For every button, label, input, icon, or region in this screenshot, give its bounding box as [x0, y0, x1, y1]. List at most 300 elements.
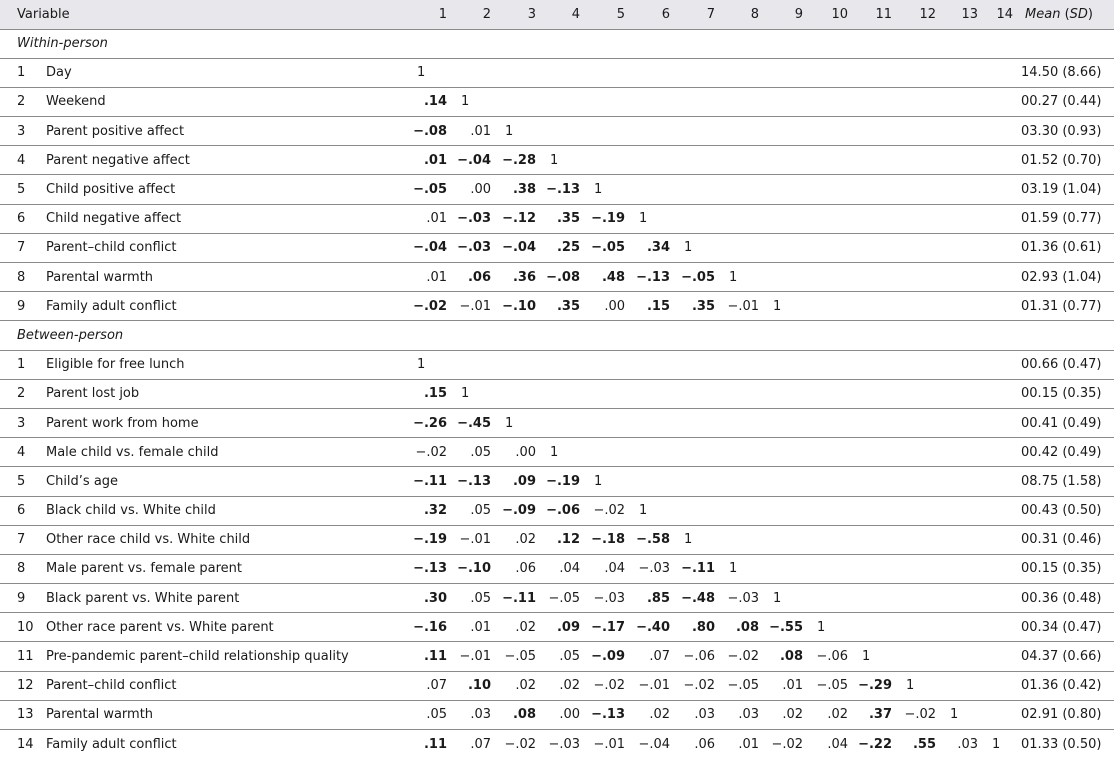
empty-cell [848, 58, 892, 87]
empty-cell [978, 408, 1013, 437]
table-row [0, 204, 1114, 233]
empty-cell [848, 263, 892, 292]
row-number: 8 [17, 561, 26, 577]
correlation-value: −.48 [681, 590, 716, 606]
correlation-value: −.11 [502, 590, 537, 606]
correlation-value: .01 [426, 269, 448, 285]
variable-name: Family adult conflict [46, 736, 177, 752]
correlation-value: .01 [782, 678, 804, 694]
correlation-value: .15 [423, 386, 448, 402]
empty-cell [759, 467, 803, 496]
mean-sd-value: 00.41 (0.49) [1021, 415, 1102, 431]
correlation-value: −.05 [591, 240, 626, 256]
correlation-value: .05 [470, 444, 492, 460]
empty-cell [580, 379, 625, 408]
correlation-value: .34 [646, 240, 671, 256]
row-number: 12 [17, 678, 34, 694]
empty-cell [625, 467, 670, 496]
mean-sd-value: 00.15 (0.35) [1021, 561, 1102, 577]
empty-cell [936, 496, 978, 525]
correlation-value: .04 [559, 561, 581, 577]
empty-cell [759, 379, 803, 408]
empty-cell [803, 554, 848, 583]
correlation-value: 1 [773, 590, 782, 606]
correlation-value: .09 [556, 619, 581, 635]
table-row [0, 467, 1114, 496]
empty-cell [580, 146, 625, 175]
empty-cell [848, 175, 892, 204]
empty-cell [978, 438, 1013, 467]
table-row [0, 438, 1114, 467]
correlation-value: −.05 [548, 590, 581, 606]
empty-cell [936, 467, 978, 496]
empty-cell [848, 117, 892, 146]
table-row [0, 584, 1114, 613]
row-number: 7 [17, 240, 26, 256]
correlation-value: −.02 [771, 736, 804, 752]
mean-sd-value: 00.42 (0.49) [1021, 444, 1102, 460]
correlation-value: .07 [470, 736, 492, 752]
row-number: 7 [17, 532, 26, 548]
empty-cell [892, 554, 936, 583]
correlation-value: .09 [512, 473, 537, 489]
empty-cell [978, 700, 1013, 729]
variable-name: Black parent vs. White parent [46, 590, 240, 606]
empty-cell [803, 292, 848, 321]
variable-name: Child’s age [46, 473, 119, 489]
empty-cell [580, 350, 625, 379]
empty-cell [670, 350, 715, 379]
correlation-value: 1 [729, 561, 738, 577]
correlation-value: .07 [649, 649, 671, 665]
empty-cell [892, 438, 936, 467]
empty-cell [625, 175, 670, 204]
correlation-value: .02 [515, 619, 537, 635]
empty-cell [848, 204, 892, 233]
empty-cell [759, 117, 803, 146]
correlation-value: −.04 [502, 240, 537, 256]
correlation-value: −.03 [727, 590, 760, 606]
correlation-value: 1 [417, 65, 426, 81]
empty-cell [670, 438, 715, 467]
table-row [0, 554, 1114, 583]
variable-name: Family adult conflict [46, 298, 177, 314]
empty-cell [759, 263, 803, 292]
empty-cell [625, 87, 670, 116]
empty-cell [759, 496, 803, 525]
variable-name: Other race child vs. White child [46, 532, 251, 548]
empty-cell [715, 467, 759, 496]
row-number: 5 [17, 182, 26, 198]
correlation-value: −.09 [591, 649, 626, 665]
empty-cell [536, 58, 580, 87]
empty-cell [848, 496, 892, 525]
correlation-value: .85 [646, 590, 671, 606]
empty-cell [491, 58, 536, 87]
correlation-value: .01 [470, 619, 492, 635]
correlation-value: −.06 [683, 649, 716, 665]
empty-cell [848, 613, 892, 642]
table-row [0, 379, 1114, 408]
correlation-value: −.10 [457, 561, 492, 577]
correlation-value: −.05 [816, 678, 849, 694]
correlation-value: .80 [691, 619, 716, 635]
correlation-value: 1 [639, 211, 648, 227]
empty-cell [978, 233, 1013, 262]
empty-cell [670, 175, 715, 204]
correlation-value: −.01 [459, 532, 492, 548]
correlation-value: .03 [738, 707, 760, 723]
correlation-value: .03 [957, 736, 979, 752]
correlation-value: .08 [779, 649, 804, 665]
empty-cell [936, 438, 978, 467]
empty-cell [803, 408, 848, 437]
empty-cell [759, 146, 803, 175]
col-header: 11 [875, 6, 893, 22]
correlation-value: −.11 [681, 561, 716, 577]
table-row [0, 263, 1114, 292]
empty-cell [715, 117, 759, 146]
correlation-value: .38 [512, 182, 537, 198]
correlation-value: 1 [417, 357, 426, 373]
mean-sd-value: 14.50 (8.66) [1021, 65, 1102, 81]
empty-cell [803, 117, 848, 146]
correlation-value: −.40 [636, 619, 671, 635]
empty-cell [670, 496, 715, 525]
empty-cell [892, 642, 936, 671]
correlation-value: 1 [594, 473, 603, 489]
correlation-value: −.10 [502, 298, 537, 314]
empty-cell [625, 58, 670, 87]
correlation-value: .00 [515, 444, 537, 460]
empty-cell [580, 117, 625, 146]
empty-cell [536, 350, 580, 379]
row-number: 13 [17, 707, 34, 723]
col-header: 3 [527, 6, 537, 22]
empty-cell [580, 438, 625, 467]
empty-cell [848, 525, 892, 554]
correlation-value: .06 [515, 561, 537, 577]
empty-cell [803, 204, 848, 233]
table-row [0, 496, 1114, 525]
empty-cell [715, 525, 759, 554]
variable-name: Parent positive affect [46, 123, 185, 139]
empty-cell [715, 204, 759, 233]
empty-cell [670, 204, 715, 233]
correlation-value: 1 [505, 415, 514, 431]
correlation-value: −.06 [546, 503, 581, 519]
row-number: 6 [17, 211, 26, 227]
row-number: 6 [17, 503, 26, 519]
empty-cell [892, 204, 936, 233]
correlation-value: 1 [594, 182, 603, 198]
empty-cell [759, 350, 803, 379]
empty-cell [670, 87, 715, 116]
correlation-value: −.13 [413, 561, 448, 577]
correlation-value: −.01 [459, 298, 492, 314]
correlation-value: −.02 [593, 503, 626, 519]
correlation-value: .01 [470, 123, 492, 139]
correlation-value: .04 [604, 561, 626, 577]
mean-sd-value: 01.36 (0.61) [1021, 240, 1102, 256]
correlation-value: −.11 [413, 473, 448, 489]
col-header: 6 [661, 6, 671, 22]
variable-name: Parental warmth [46, 269, 154, 285]
row-number: 1 [17, 357, 26, 373]
correlation-value: −.02 [683, 678, 716, 694]
correlation-value: .14 [423, 94, 448, 110]
row-number: 9 [17, 590, 26, 606]
empty-cell [978, 292, 1013, 321]
correlation-value: .05 [470, 590, 492, 606]
mean-sd-value: 08.75 (1.58) [1021, 473, 1102, 489]
correlation-value: 1 [639, 503, 648, 519]
row-number: 1 [17, 65, 26, 81]
correlation-value: .00 [604, 298, 626, 314]
correlation-value: .01 [423, 152, 448, 168]
correlation-value: −.02 [504, 736, 537, 752]
empty-cell [715, 233, 759, 262]
empty-cell [978, 496, 1013, 525]
table-row [0, 700, 1114, 729]
empty-cell [936, 408, 978, 437]
correlation-value: −.16 [413, 619, 448, 635]
empty-cell [892, 292, 936, 321]
empty-cell [848, 233, 892, 262]
empty-cell [936, 292, 978, 321]
correlation-value: −.19 [546, 473, 581, 489]
correlation-value: −.01 [638, 678, 671, 694]
empty-cell [892, 467, 936, 496]
correlation-value: −.02 [727, 649, 760, 665]
correlation-value: .32 [423, 503, 448, 519]
empty-cell [978, 87, 1013, 116]
empty-cell [892, 146, 936, 175]
empty-cell [759, 554, 803, 583]
table-row [0, 175, 1114, 204]
empty-cell [580, 87, 625, 116]
empty-cell [759, 408, 803, 437]
correlation-value: 1 [684, 240, 693, 256]
correlation-value: 1 [550, 444, 559, 460]
correlation-value: −.19 [591, 211, 626, 227]
table-row [0, 146, 1114, 175]
empty-cell [491, 87, 536, 116]
correlation-value: .35 [556, 211, 581, 227]
empty-cell [936, 117, 978, 146]
correlation-value: .37 [868, 707, 893, 723]
correlation-value: .03 [694, 707, 716, 723]
empty-cell [978, 146, 1013, 175]
empty-cell [892, 87, 936, 116]
variable-name: Parent lost job [46, 386, 140, 402]
mean-sd-value: 00.15 (0.35) [1021, 386, 1102, 402]
variable-name: Pre-pandemic parent–child relationship quality [46, 649, 349, 665]
correlation-value: .55 [912, 736, 937, 752]
empty-cell [803, 525, 848, 554]
empty-cell [803, 175, 848, 204]
empty-cell [759, 525, 803, 554]
mean-sd-value: 02.93 (1.04) [1021, 269, 1102, 285]
empty-cell [848, 146, 892, 175]
empty-cell [936, 379, 978, 408]
empty-cell [715, 408, 759, 437]
empty-cell [978, 117, 1013, 146]
empty-cell [491, 350, 536, 379]
mean-label: Mean [1025, 6, 1061, 22]
empty-cell [978, 642, 1013, 671]
empty-cell [715, 175, 759, 204]
empty-cell [848, 350, 892, 379]
empty-cell [936, 87, 978, 116]
row-number: 4 [17, 152, 26, 168]
empty-cell [715, 379, 759, 408]
mean-sd-value: 03.19 (1.04) [1021, 182, 1102, 198]
table-row [0, 292, 1114, 321]
empty-cell [803, 87, 848, 116]
empty-cell [803, 58, 848, 87]
empty-cell [803, 233, 848, 262]
correlation-value: −.09 [502, 503, 537, 519]
empty-cell [892, 408, 936, 437]
empty-cell [625, 408, 670, 437]
table-row [0, 525, 1114, 554]
row-number: 14 [17, 736, 34, 752]
correlation-value: −.05 [413, 182, 448, 198]
empty-cell [978, 671, 1013, 700]
empty-cell [580, 408, 625, 437]
section-title: Between-person [17, 327, 124, 343]
variable-name: Parent–child conflict [46, 678, 177, 694]
empty-cell [978, 554, 1013, 583]
correlation-value: −.29 [858, 678, 893, 694]
empty-cell [936, 263, 978, 292]
correlation-value: −.12 [502, 211, 537, 227]
correlation-value: −.13 [591, 707, 626, 723]
empty-cell [892, 350, 936, 379]
correlation-value: .01 [426, 211, 448, 227]
correlation-value: .05 [470, 503, 492, 519]
correlation-value: .02 [559, 678, 581, 694]
empty-cell [625, 117, 670, 146]
row-number: 4 [17, 444, 26, 460]
sd-label: SD [1069, 6, 1088, 22]
empty-cell [848, 467, 892, 496]
empty-cell [892, 117, 936, 146]
variable-name: Black child vs. White child [46, 503, 216, 519]
empty-cell [803, 146, 848, 175]
empty-cell [759, 233, 803, 262]
correlation-value: .02 [649, 707, 671, 723]
empty-cell [803, 263, 848, 292]
correlation-value: −.13 [636, 269, 671, 285]
correlation-value: 1 [950, 707, 959, 723]
empty-cell [670, 408, 715, 437]
mean-sd-value: 03.30 (0.93) [1021, 123, 1102, 139]
table-row [0, 730, 1114, 759]
correlation-value: .03 [470, 707, 492, 723]
empty-cell [892, 496, 936, 525]
correlation-value: −.04 [413, 240, 448, 256]
col-header: 13 [961, 6, 979, 22]
correlation-value: −.08 [413, 123, 448, 139]
correlation-value: −.01 [459, 649, 492, 665]
empty-cell [978, 379, 1013, 408]
empty-cell [978, 350, 1013, 379]
correlation-value: .04 [827, 736, 849, 752]
empty-cell [670, 58, 715, 87]
col-header: 14 [996, 6, 1014, 22]
empty-cell [580, 58, 625, 87]
variable-name: Child positive affect [46, 182, 176, 198]
correlation-value: 1 [461, 386, 470, 402]
header-row [0, 0, 1114, 29]
empty-cell [848, 554, 892, 583]
empty-cell [936, 613, 978, 642]
col-header: 8 [750, 6, 760, 22]
correlation-value: −.45 [457, 415, 492, 431]
correlation-value: 1 [729, 269, 738, 285]
correlation-value: 1 [505, 123, 514, 139]
empty-cell [978, 175, 1013, 204]
empty-cell [936, 350, 978, 379]
empty-cell [848, 438, 892, 467]
empty-cell [936, 146, 978, 175]
empty-cell [715, 496, 759, 525]
correlation-value: 1 [906, 678, 915, 694]
correlation-value: −.03 [457, 240, 492, 256]
correlation-value: .36 [512, 269, 537, 285]
correlation-value: −.05 [727, 678, 760, 694]
correlation-value: 1 [684, 532, 693, 548]
empty-cell [715, 438, 759, 467]
empty-cell [978, 613, 1013, 642]
empty-cell [936, 233, 978, 262]
variable-name: Other race parent vs. White parent [46, 619, 274, 635]
correlation-value: −.13 [457, 473, 492, 489]
table-row [0, 613, 1114, 642]
table-row [0, 671, 1114, 700]
correlation-value: .00 [470, 182, 492, 198]
empty-cell [936, 642, 978, 671]
empty-cell [936, 525, 978, 554]
mean-sd-value: 01.36 (0.42) [1021, 678, 1102, 694]
correlation-value: .12 [556, 532, 581, 548]
mean-sd-value: 00.34 (0.47) [1021, 619, 1102, 635]
correlation-value: .02 [515, 678, 537, 694]
empty-cell [892, 233, 936, 262]
mean-sd-value: 00.31 (0.46) [1021, 532, 1102, 548]
variable-header: Variable [17, 6, 70, 22]
col-header: 5 [616, 6, 626, 22]
correlation-value: −.03 [593, 590, 626, 606]
correlation-value: 1 [992, 736, 1001, 752]
section-title: Within-person [17, 36, 108, 52]
correlation-value: −.08 [546, 269, 581, 285]
row-number: 8 [17, 269, 26, 285]
section-row [0, 29, 1114, 58]
empty-cell [936, 58, 978, 87]
empty-cell [978, 584, 1013, 613]
mean-sd-value: 01.52 (0.70) [1021, 152, 1102, 168]
mean-sd-header: Mean (SD) [1025, 6, 1093, 22]
empty-cell [803, 584, 848, 613]
row-number: 3 [17, 123, 26, 139]
correlation-value: −.26 [413, 415, 448, 431]
variable-name: Parent–child conflict [46, 240, 177, 256]
variable-name: Male child vs. female child [46, 444, 219, 460]
correlation-value: −.03 [638, 561, 671, 577]
